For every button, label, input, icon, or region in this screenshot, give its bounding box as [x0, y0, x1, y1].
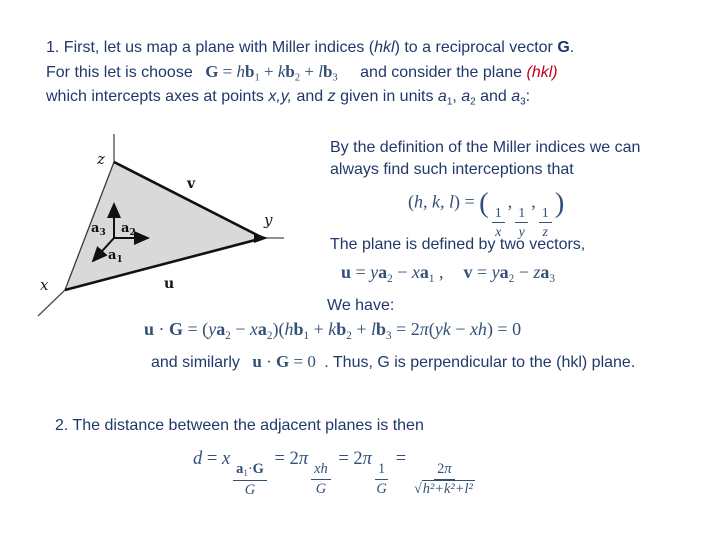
distance-heading: 2. The distance between the adjacent planes is then: [55, 417, 424, 434]
plane-vectors-text: The plane is defined by two vectors,: [330, 236, 586, 253]
text-fragment: and: [292, 88, 328, 105]
text-fragment: 1. First, let us map a plane with Miller indices (: [46, 39, 375, 56]
fraction-1-over-G: $\frac{1}{G}$: [376, 461, 387, 497]
text-fragment: π: [419, 319, 429, 339]
hkl-formula-lhs: [408, 192, 479, 212]
a2-vector-label: $a_2$: [121, 221, 136, 238]
text-fragment: = 2: [269, 449, 299, 469]
text-fragment: h: [236, 62, 246, 81]
plane-distance-formula: [193, 450, 478, 498]
text-fragment: b: [293, 319, 304, 339]
sqrt-icon: √: [413, 480, 422, 497]
text-fragment: a: [499, 262, 509, 282]
text-fragment: y: [208, 319, 217, 339]
text-fragment: 2: [387, 272, 393, 285]
text-fragment: v: [463, 262, 473, 282]
text-fragment: .: [569, 39, 575, 56]
similarly-post: . Thus, G is perpendicular to the (hkl) plane.: [324, 354, 636, 371]
text-fragment: h, k, l: [414, 191, 454, 212]
text-fragment: =: [460, 191, 480, 212]
text-fragment: x: [411, 262, 420, 282]
text-fragment: +: [300, 62, 319, 81]
text-fragment: ) to a reciprocal vector: [394, 39, 558, 56]
a3-vector-label: $a_3$: [91, 221, 106, 238]
text-fragment: x,y,: [268, 88, 293, 105]
text-fragment: = 2: [391, 319, 420, 339]
text-fragment: a: [437, 88, 447, 105]
text-fragment: and: [475, 88, 512, 105]
text-fragment: :: [525, 88, 531, 105]
v-vector-label: v: [187, 176, 196, 192]
text-fragment: 2: [225, 329, 231, 342]
text-fragment: = 0: [289, 352, 316, 371]
open-paren: (: [479, 187, 489, 219]
text-fragment: a: [257, 319, 267, 339]
d-formula-lhs: [193, 449, 230, 469]
text-fragment: 1: [446, 96, 453, 108]
text-fragment: x: [249, 319, 258, 339]
text-fragment: xh: [469, 319, 487, 339]
text-fragment: 3: [386, 329, 392, 342]
miller-plane-diagram: [25, 128, 295, 320]
comma: ,: [507, 191, 513, 212]
y-axis-label: y: [264, 211, 273, 229]
comma: ,: [531, 191, 536, 212]
u-vector-label: u: [164, 276, 175, 292]
text-fragment: (: [428, 319, 435, 339]
text-fragment: = (: [183, 319, 209, 339]
miller-definition-line1: By the definition of the Miller indices we can: [330, 139, 641, 156]
text-fragment: yk: [434, 319, 451, 339]
text-fragment: 2: [470, 96, 476, 108]
text-fragment: π: [444, 461, 452, 478]
fraction-1-over-y: $\frac{1}{y}$: [515, 205, 528, 240]
uv-vectors-formula: [341, 263, 555, 285]
text-fragment: 2: [294, 72, 301, 84]
similarly-text: [151, 351, 711, 374]
fraction-xh-over-G: $\frac{xh}{G}$: [311, 461, 331, 497]
text-fragment: k: [328, 319, 337, 339]
text-fragment: u: [144, 319, 155, 339]
equals-2pi: [270, 449, 308, 469]
miller-definition-text: [330, 137, 700, 181]
text-fragment: ·: [261, 352, 277, 371]
fraction-1-over-x: $\frac{1}{x}$: [492, 205, 505, 240]
text-fragment: 2: [437, 461, 445, 478]
text-fragment: G: [205, 62, 219, 81]
fraction-1-over-z: $\frac{1}{z}$: [539, 205, 552, 240]
z-axis-label: z: [97, 150, 105, 168]
text-fragment: −: [230, 319, 250, 339]
text-fragment: given in units: [335, 88, 438, 105]
text-fragment: a: [511, 88, 521, 105]
text-fragment: y: [370, 262, 379, 282]
y-axis-arrowhead: [254, 233, 268, 243]
text-fragment: =: [202, 449, 222, 469]
text-fragment: 1: [243, 468, 248, 479]
x-axis-label: x: [40, 276, 49, 294]
we-have-text: We have:: [327, 297, 395, 314]
vg-zero-formula: [252, 352, 315, 371]
text-fragment: =: [472, 262, 492, 282]
fraction-2pi-over-sqrt: [414, 461, 475, 497]
text-fragment: )(: [272, 319, 285, 339]
text-fragment: =: [218, 62, 237, 81]
text-fragment: −: [514, 262, 534, 282]
text-fragment: π: [298, 449, 309, 469]
similarly-pre: and similarly: [151, 354, 240, 371]
text-fragment: ·: [247, 461, 253, 478]
text-fragment: +: [351, 319, 371, 339]
text-fragment: which intercepts axes at points: [46, 88, 269, 105]
setup-text-mid: and consider the plane: [360, 64, 523, 81]
text-fragment: z: [533, 262, 541, 282]
text-fragment: 1: [303, 329, 310, 342]
a1-vector-label: $a_1$: [108, 248, 123, 265]
text-fragment: z: [327, 88, 336, 105]
text-fragment: 1: [254, 72, 260, 84]
fraction-a1G-over-G: $\frac{a_1\cdot G}{G}$: [233, 461, 267, 498]
text-fragment: a: [236, 461, 244, 478]
text-fragment: hkl: [374, 39, 395, 56]
text-fragment: −: [450, 319, 470, 339]
setup-text-pre: For this let is choose: [46, 64, 193, 81]
text-fragment: G: [252, 461, 264, 478]
text-fragment: x: [221, 449, 231, 469]
intro-paragraph: [46, 36, 696, 59]
text-fragment: l: [318, 62, 323, 81]
text-fragment: ·: [154, 319, 170, 339]
text-fragment: G: [169, 319, 184, 339]
text-fragment: y: [491, 262, 500, 282]
text-fragment: G: [557, 39, 570, 56]
text-fragment: 2: [266, 329, 273, 342]
setup-text-line2: [46, 88, 531, 108]
text-fragment: 3: [332, 72, 338, 84]
text-fragment: 2: [508, 272, 515, 285]
text-fragment: ): [454, 191, 460, 212]
text-fragment: a: [419, 262, 429, 282]
text-fragment: b: [376, 319, 387, 339]
text-fragment: 2: [346, 329, 352, 342]
text-fragment: (: [408, 191, 414, 212]
text-fragment: b: [336, 319, 347, 339]
text-fragment: a: [461, 88, 471, 105]
text-fragment: a: [540, 262, 550, 282]
text-fragment: b: [245, 62, 255, 81]
close-paren: ): [554, 187, 565, 219]
text-fragment: a: [378, 262, 388, 282]
text-fragment: h: [284, 319, 294, 339]
text-fragment: 3: [549, 272, 555, 285]
text-fragment: 1: [428, 272, 435, 285]
text-fragment: +: [309, 319, 329, 339]
equals-sign: =: [391, 449, 411, 469]
sqrt-radicand: h²+k²+l²: [422, 480, 473, 497]
text-fragment: −: [392, 262, 412, 282]
text-fragment: a: [216, 319, 226, 339]
text-fragment: b: [322, 62, 333, 81]
text-fragment: +: [259, 62, 278, 81]
text-fragment: = 2: [333, 449, 363, 469]
hkl-red-label: (hkl): [526, 64, 558, 81]
text-fragment: π: [362, 449, 372, 469]
text-fragment: ) = 0: [486, 319, 522, 339]
text-fragment: b: [285, 62, 295, 81]
text-fragment: l: [371, 319, 377, 339]
text-fragment: d: [193, 449, 203, 469]
miller-definition-line2: always find such interceptions that: [330, 161, 574, 178]
g-definition-formula: [205, 62, 338, 84]
text-fragment: G: [276, 352, 290, 371]
text-fragment: k: [277, 62, 286, 81]
text-fragment: 3: [520, 96, 526, 108]
equals-2pi: [334, 449, 372, 469]
setup-paragraph: [46, 61, 706, 114]
ug-dot-product-formula: [144, 320, 521, 342]
text-fragment: ,: [434, 262, 444, 282]
text-fragment: u: [341, 262, 352, 282]
text-fragment: u: [252, 352, 262, 371]
text-fragment: =: [351, 262, 371, 282]
text-fragment: ,: [452, 88, 462, 105]
